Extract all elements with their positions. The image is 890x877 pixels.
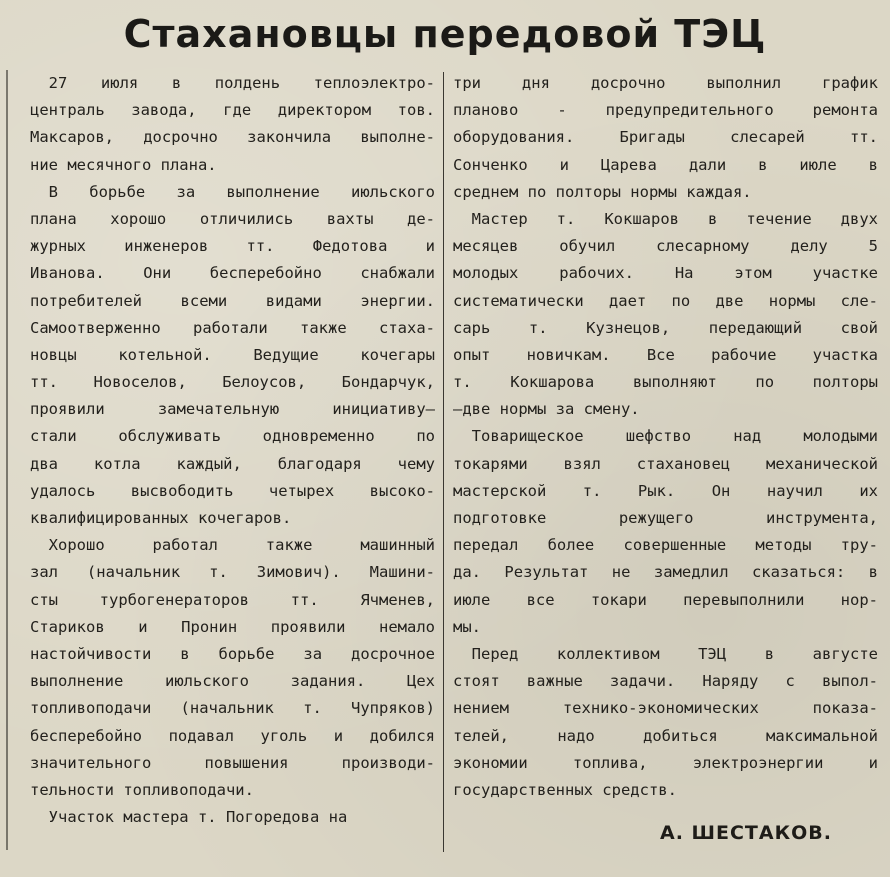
- text-line: сарь т. Кузнецов, передающий свой: [453, 318, 878, 337]
- text-line: зал (начальник т. Зимович). Машини-: [30, 563, 435, 582]
- text-line: т. Кокшарова выполняют по полторы: [453, 373, 878, 392]
- article-headline: Стахановцы передовой ТЭЦ: [123, 12, 767, 56]
- text-line: потребителей всеми видами энергии.: [30, 291, 435, 310]
- text-line: три дня досрочно выполнил график: [453, 74, 878, 92]
- text-line: выполнение июльского задания. Цех: [30, 672, 435, 691]
- text-line: централь завода, где директором тов.: [30, 101, 435, 120]
- text-line: Сонченко и Царева дали в июле в: [453, 155, 878, 174]
- text-line: стоят важные задачи. Наряду с выпол-: [453, 672, 878, 691]
- left-column: [30, 70, 435, 831]
- text-line: два котла каждый, благодаря чему: [30, 454, 435, 473]
- text-line: подготовке режущего инструмента,: [453, 509, 878, 527]
- text-line: —две нормы за смену.: [453, 400, 640, 419]
- text-line: Перед коллективом ТЭЦ в августе: [471, 644, 878, 663]
- text-line: квалифицированных кочегаров.: [30, 509, 292, 527]
- right-column: [453, 70, 878, 804]
- text-line: токарями взял стахановец механической: [453, 454, 878, 473]
- text-line: настойчивости в борьбе за досрочное: [30, 644, 435, 663]
- left-column-edge: [6, 70, 8, 850]
- text-line: молодых рабочих. На этом участке: [453, 264, 878, 283]
- author-signature: А. ШЕСТАКОВ.: [660, 822, 832, 844]
- text-line: среднем по полторы нормы каждая.: [453, 182, 752, 201]
- text-line: Участок мастера т. Погоредова на: [48, 808, 348, 827]
- text-line: стали обслуживать одновременно по: [30, 427, 435, 446]
- text-line: Мастер т. Кокшаров в течение двух: [471, 209, 878, 228]
- text-line: нением технико-экономических показа-: [453, 699, 878, 718]
- text-line: Иванова. Они бесперебойно снабжали: [30, 264, 435, 283]
- text-line: Хорошо работал также машинный: [48, 536, 435, 555]
- text-line: Самоотверженно работали также стаха-: [30, 318, 435, 337]
- text-line: Максаров, досрочно закончила выполне-: [30, 128, 435, 147]
- text-line: плана хорошо отличились вахты де-: [30, 209, 435, 228]
- text-line: июле все токари перевыполнили нор-: [453, 590, 878, 609]
- text-line: оборудования. Бригады слесарей тт.: [453, 128, 878, 147]
- text-line: Стариков и Пронин проявили немало: [30, 617, 435, 636]
- text-line: мы.: [453, 617, 481, 636]
- text-line: систематически дает по две нормы сле-: [453, 291, 878, 310]
- text-line: да. Результат не замедлил сказаться: в: [453, 563, 878, 582]
- text-line: сты турбогенераторов тт. Ячменев,: [30, 590, 435, 609]
- text-line: новцы котельной. Ведущие кочегары: [30, 345, 435, 364]
- text-line: значительного повышения производи-: [30, 753, 435, 772]
- text-line: бесперебойно подавал уголь и добился: [30, 726, 435, 745]
- text-line: опыт новичкам. Все рабочие участка: [453, 345, 878, 364]
- text-line: мастерской т. Рык. Он научил их: [453, 481, 878, 500]
- text-line: телей, надо добиться максимальной: [453, 726, 878, 745]
- text-line: месяцев обучил слесарному делу 5: [453, 237, 878, 256]
- text-line: ние месячного плана.: [30, 155, 217, 174]
- text-line: тт. Новоселов, Белоусов, Бондарчук,: [30, 373, 435, 392]
- text-line: государственных средств.: [453, 780, 677, 799]
- text-line: планово - предупредительного ремонта: [453, 101, 878, 120]
- text-line: тельности топливоподачи.: [30, 780, 254, 799]
- text-line: журных инженеров тт. Федотова и: [30, 237, 435, 256]
- text-line: передал более совершенные методы тру-: [453, 536, 878, 555]
- text-line: топливоподачи (начальник т. Чупряков): [30, 699, 435, 718]
- text-line: проявили замечательную инициативу—: [30, 400, 435, 419]
- text-line: удалось высвободить четырех высоко-: [30, 481, 435, 500]
- text-line: В борьбе за выполнение июльского: [48, 182, 435, 201]
- column-divider: [443, 72, 444, 852]
- text-line: 27 июля в полдень теплоэлектро-: [48, 74, 435, 92]
- text-line: экономии топлива, электроэнергии и: [453, 753, 878, 772]
- text-line: Товарищеское шефство над молодыми: [471, 427, 878, 446]
